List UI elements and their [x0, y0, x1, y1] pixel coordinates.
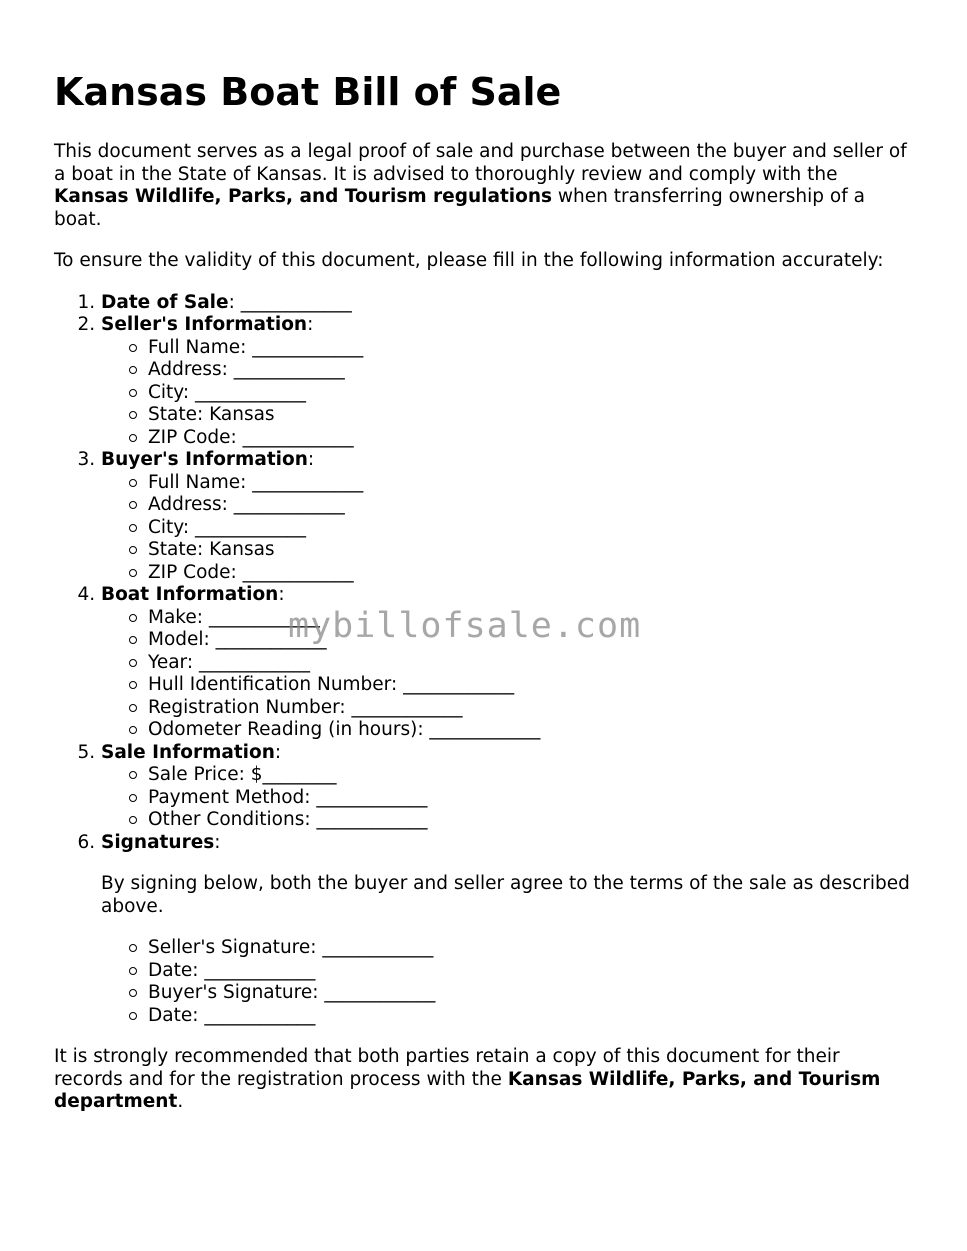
signature-fields [101, 937, 914, 1027]
sale-info-item: 5. Sale Information: Sale Price: $________ Payment Method: ____________ Other Conditions: ____________ [101, 742, 914, 832]
page-title: Kansas Boat Bill of Sale [54, 70, 562, 114]
signatures-label: Signatures [101, 831, 215, 853]
sale-fields [101, 764, 914, 832]
closing-text-end: . [177, 1091, 184, 1112]
date-of-sale-field: : ____________ [228, 291, 352, 313]
buyer-city-field: City: ____________ [148, 517, 914, 540]
seller-zip-field: ZIP Code: ____________ [148, 427, 914, 450]
intro-bold-text: Kansas Wildlife, Parks, and Tourism regulations [54, 186, 553, 207]
boat-odometer-field: Odometer Reading (in hours): ____________ [148, 719, 914, 742]
seller-info-item: 2. Seller's Information: Full Name: ____________ Address: ____________ City: ____________ State: Kansas ZIP Code: ____________ [101, 314, 914, 449]
sale-info-label: Sale Information [101, 741, 275, 763]
seller-signature-date-field: Date: ____________ [148, 960, 914, 983]
intro-text: This document serves as a legal proof of sale and purchase between the buyer and seller of a boat in the State of Kansas. It is advised to thoroughly review and comply with the [54, 141, 907, 185]
other-conditions-field: Other Conditions: ____________ [148, 809, 914, 832]
seller-fields [101, 337, 914, 450]
seller-signature-field: Seller's Signature: ____________ [148, 937, 914, 960]
buyer-fields [101, 472, 914, 585]
closing-text: It is strongly recommended that both parties retain a copy of this document for their records and for the registration process with the [54, 1046, 840, 1090]
payment-method-field: Payment Method: ____________ [148, 787, 914, 810]
document-page [54, 0, 914, 1114]
boat-model-field: Model: ____________ [148, 629, 914, 652]
seller-info-label: Seller's Information [101, 314, 308, 335]
buyer-state-field: State: Kansas [148, 539, 914, 562]
buyer-info-item: 3. Buyer's Information: Full Name: ____________ Address: ____________ City: ____________ State: Kansas ZIP Code: ____________ [101, 449, 914, 584]
boat-year-field: Year: ____________ [148, 652, 914, 675]
instructions-paragraph: To ensure the validity of this document, please fill in the following information accurately: [54, 250, 884, 271]
date-of-sale-label: Date of Sale [101, 291, 229, 313]
signatures-description: By signing below, both the buyer and seller agree to the terms of the sale as described above. [101, 873, 910, 917]
closing-paragraph [54, 1046, 914, 1114]
information-list [54, 292, 914, 1028]
closing-bold-text: Kansas Wildlife, Parks, and Tourism department [54, 1068, 881, 1112]
boat-registration-field: Registration Number: ____________ [148, 697, 914, 720]
seller-city-field: City: ____________ [148, 382, 914, 405]
buyer-zip-field: ZIP Code: ____________ [148, 562, 914, 585]
buyer-address-field: Address: ____________ [148, 494, 914, 517]
intro-text-end: when transferring ownership of a boat. [54, 186, 865, 230]
seller-state-field: State: Kansas [148, 404, 914, 427]
boat-hin-field: Hull Identification Number: ____________ [148, 674, 914, 697]
buyer-signature-date-field: Date: ____________ [148, 1005, 914, 1028]
seller-address-field: Address: ____________ [148, 359, 914, 382]
boat-info-label: Boat Information [101, 584, 279, 605]
buyer-full-name-field: Full Name: ____________ [148, 472, 914, 495]
buyer-signature-field: Buyer's Signature: ____________ [148, 982, 914, 1005]
watermark: mybillofsale.com [288, 606, 642, 646]
boat-make-field: Make: ____________ [148, 607, 914, 630]
sale-price-field: Sale Price: $________ [148, 764, 914, 787]
date-of-sale-item [101, 292, 914, 315]
signatures-item: 6. Signatures: By signing below, both the buyer and seller agree to the terms of the sale as described above. Seller's Signature: ____________ Date: ____________ Buyer's Signature: ____________ Date: ____________ [101, 832, 914, 1028]
boat-info-item: 4. Boat Information: Make: ____________ Model: ____________ Year: ____________ Hull Identification Number: ____________ Registration Number: ____________ Odometer Reading (in hours): ____________ [101, 584, 914, 742]
seller-full-name-field: Full Name: ____________ [148, 337, 914, 360]
intro-paragraph [54, 141, 914, 231]
buyer-info-label: Buyer's Information [101, 449, 308, 470]
